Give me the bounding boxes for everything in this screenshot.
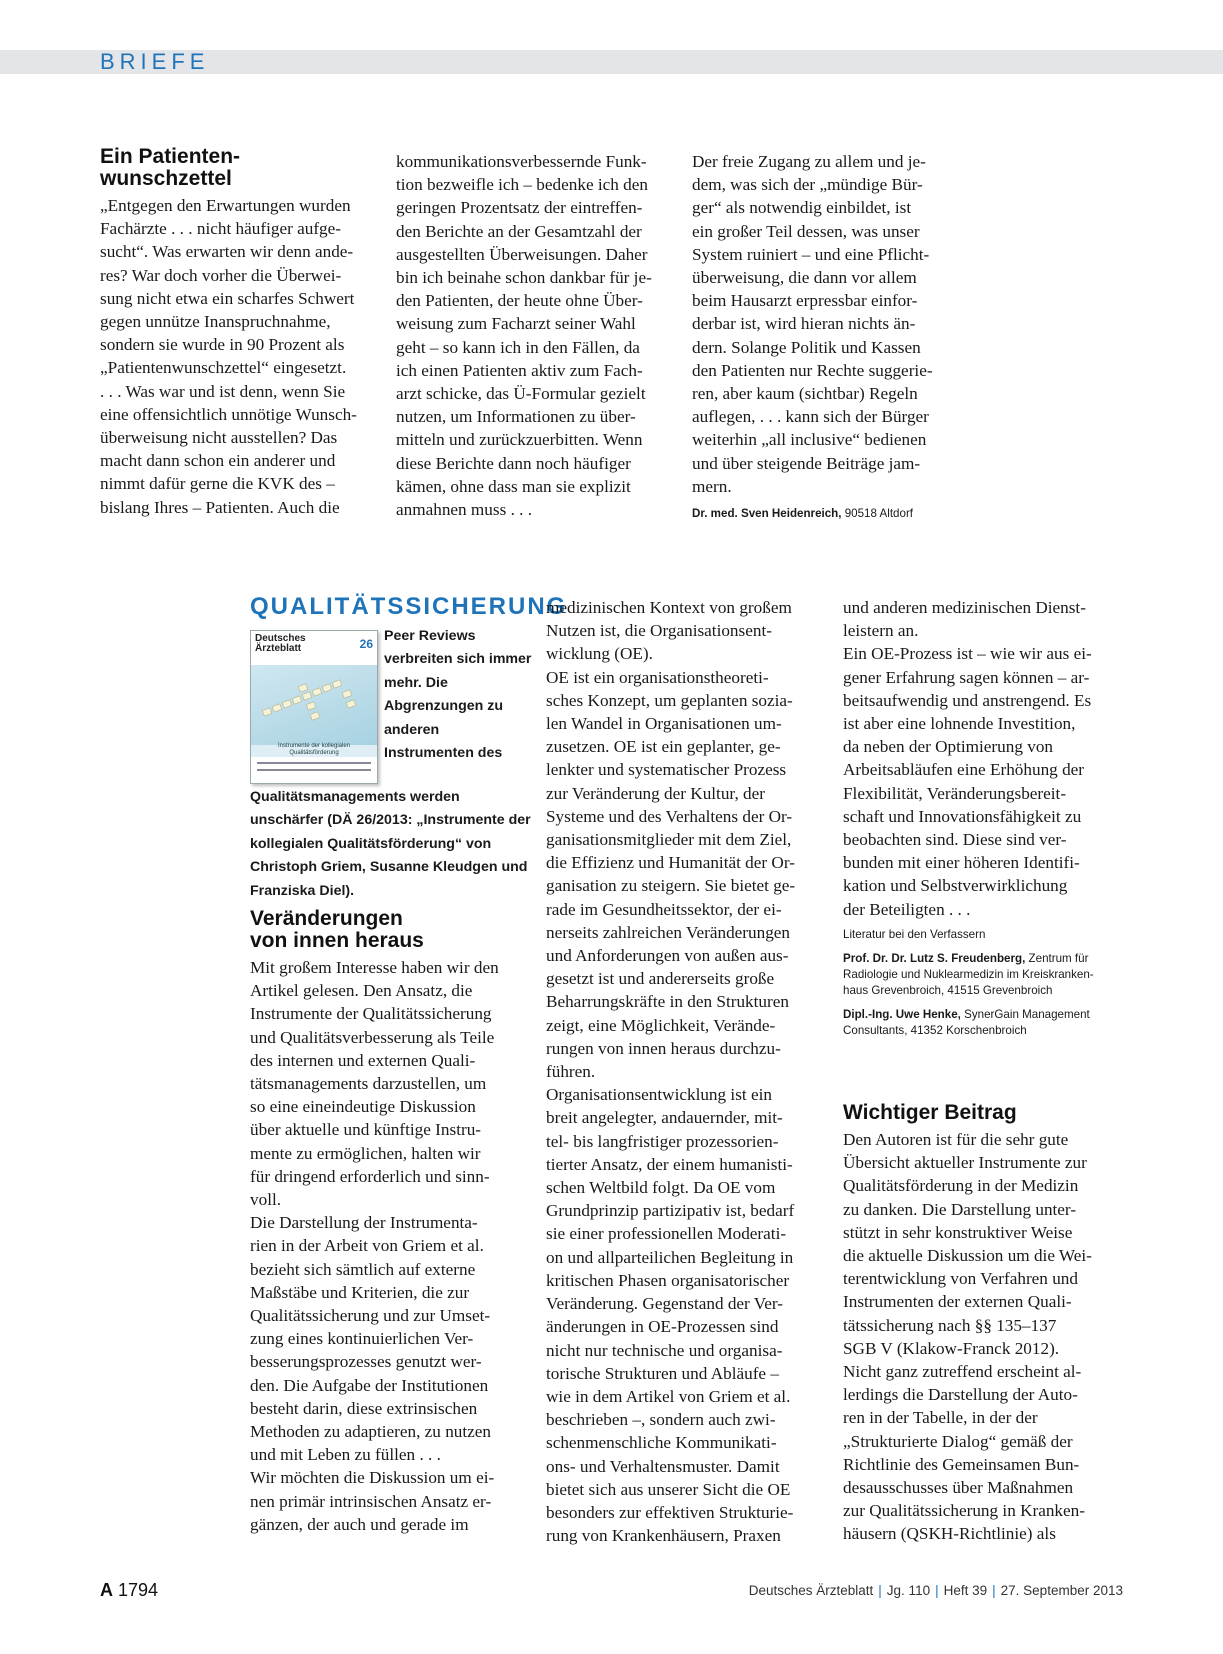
qs-title: QUALITÄTSSICHERUNG: [250, 593, 568, 620]
footer-date: 27. September 2013: [1000, 1583, 1123, 1598]
footer-separator: |: [878, 1583, 882, 1598]
letter1-text-3: Der freie Zugang zu allem und je- dem, was sich der „mündige Bür- ger“ als notwendig einbildet, ist ein großer Teil dessen, was unser System ruiniert – und eine Pflicht- überweisung, die dann vor allem beim Hausarzt erpressbar einfor- derbar ist, wird hieran nichts än- dern. Solange Politik und Kassen den Patienten nur Rechte suggerie- ren, aber kaum (sichtbar) Regeln auflegen, . . . kann sich der Bürger weiterhin „all inclusive“ bedienen und über steigende Beiträge jam- mern.: [692, 152, 933, 496]
letter1-column-2: [396, 150, 676, 521]
literature-note: Literatur bei den Verfassern: [843, 927, 986, 941]
letter3-heading: Wichtiger Beitrag: [843, 1101, 1017, 1124]
letter1-text-2: kommunikationsverbessernde Funk- tion bezweifle ich – bedenke ich den geringen Prozentsatz der eintreffen- den Berichte an der Gesamtzahl der ausgestellten Überweisungen. Daher bin ich beinahe schon dankbar für je- den Patienten, der heute ohne Über- weisung zum Facharzt seiner Wahl geht – so kann ich in den Fällen, da ich einen Patienten aktiv zum Fach- arzt schicke, das Ü-Formular gezielt nutzen, um Informationen zu über- mitteln und zurückzuerbitten. Wenn diese Berichte dann noch häufiger kämen, ohne dass man sie explizit anmahnen muss . . .: [396, 152, 652, 520]
letter1-column-1: [100, 146, 380, 519]
section-label: BRIEFE: [100, 49, 210, 74]
footer-journal: Deutsches Ärzteblatt: [748, 1583, 874, 1598]
letter1-signature-place: 90518 Altdorf: [841, 507, 914, 521]
footer-separator: |: [992, 1583, 996, 1598]
letter3-column: [843, 1102, 1133, 1546]
page-number-value: 1794: [118, 1580, 159, 1600]
letter2-text-2: medizinischen Kontext von großem Nutzen ist, die Organisationsent- wicklung (OE). OE ist ein organisationstheoreti- sches Konzept, um geplanten sozia- len Wandel in Organisationen um- zusetzen. OE ist ein geplanter, ge- lenkter und systematischer Prozess zur Veränderung der Kultur, der Systeme und des Verhaltens der Or- ganisationsmitglieder mit dem Ziel, die Effizienz und Humanität der Or- ganisation zu steigern. Sie bietet ge- rade im Gesundheitssektor, der ei- nerseits zahlreichen Veränderungen und Anforderungen von außen aus- gesetzt ist und andererseits große Beharrungskräfte in den Strukturen zeigt, eine Möglichkeit, Verände- rungen von innen heraus durchzu- führen. Organisationsentwicklung ist ein breit angelegter, andauernder, mit- tel- bis langfristiger prozessorien- tierter Ansatz, der einem humanisti- schen Weltbild folgt. Da OE vom Grundprinzip partizipativ ist, bedarf sie einer professionellen Moderati- on und allparteilichen Begleitung in kritischen Phasen organisatorischer Veränderung. Gegenstand der Ver- änderungen in OE-Prozessen sind nicht nur technische und organisa- torische Strukturen und Abläufe – wie in dem Artikel von Griem et al. beschrieben –, sondern auch zwi- schenmenschliche Kommunikati- ons- und Verhaltensmuster. Damit bietet sich aus unserer Sicht die OE besonders zur effektiven Strukturie- rung von Krankenhäusern, Praxen: [546, 598, 796, 1546]
letter2-column-2: [546, 596, 828, 1547]
cover-subtitle: Instrumente der kollegialen Qualitätsförderung: [277, 743, 351, 756]
letter2-text-1: Mit großem Interesse haben wir den Artikel gelesen. Den Ansatz, die Instrumente der Qualitätssicherung und Qualitätsverbesserung als Teile des internen und externen Quali- tätsmanagements darzustellen, um so eine eineindeutige Diskussion über aktuelle und künftige Instru- mente zu ermöglichen, halten wir für dringend erforderlich und sinn- voll. Die Darstellung der Instrumenta- rien in der Arbeit von Griem et al. bezieht sich sämtlich auf externe Maßstäbe und Kriterien, die zur Qualitätssicherung und zur Umset- zung eines kontinuierlichen Ver- besserungsprozesses genutzt wer- den. Die Aufgabe der Institutionen besteht darin, diese extrinsischen Methoden zu adaptieren, zu nutzen und mit Leben zu füllen . . . Wir möchten die Diskussion um ei- nen primär intrinsischen Ansatz er- gänzen, der auch und gerade im: [250, 958, 499, 1534]
letter1-heading: Ein Patienten- wunschzettel: [100, 145, 241, 190]
cover-title: Deutsches Ärzteblatt: [255, 633, 306, 654]
footer-separator: |: [935, 1583, 939, 1598]
footer-volume: Jg. 110: [886, 1583, 931, 1598]
journal-footer: [749, 1583, 1123, 1598]
letter2-column-1: [250, 908, 532, 1536]
letter2-signature-2-affiliation: SynerGain Management Consultants, 41352 Korschenbroich: [843, 1007, 1090, 1037]
letter1-signature: [692, 506, 982, 522]
qs-intro: [250, 625, 532, 903]
letter2-signature-1: [843, 951, 1133, 999]
page-number: [100, 1580, 158, 1601]
letter2-signature-1-name: Prof. Dr. Dr. Lutz S. Freudenberg,: [843, 951, 1026, 965]
letter2-signature-1-affiliation: Zentrum für Radiologie und Nuklearmedizin im Kreiskranken- haus Grevenbroich, 41515 Grevenbroich: [843, 951, 1094, 997]
footer-issue: Heft 39: [943, 1583, 988, 1598]
letter2-signature-2: [843, 1007, 1133, 1039]
letter2-column-3: [843, 596, 1133, 1039]
letter2-heading: Veränderungen von innen heraus: [250, 907, 424, 952]
qs-intro-text: Peer Reviews verbreiten sich immer mehr. Die Abgrenzungen zu anderen Instrumenten des Qualitätsmanagements werden unschärfer (DÄ 26/2013: „Instrumente der kollegialen Qualitätsförderung“ von Christoph Griem, Susanne Kleudgen und Franziska Diel).: [250, 628, 532, 899]
letter3-text: Den Autoren ist für die sehr gute Übersicht aktueller Instrumente zur Qualitätsförderung in der Medizin zu danken. Die Darstellung unter- stützt in sehr konstruktiver Weise die aktuelle Diskussion um die Wei- terentwicklung von Verfahren und Instrumenten der externen Quali- tätssicherung nach §§ 135–137 SGB V (Klakow-Franck 2012). Nicht ganz zutreffend erscheint al- lerdings die Darstellung der Auto- ren in der Tabelle, in der der „Strukturierte Dialog“ gemäß der Richtlinie des Gemeinsamen Bun- desausschusses über Maßnahmen zur Qualitätssicherung in Kranken- häusern (QSKH-Richtlinie) als: [843, 1130, 1092, 1544]
letter2-signature-2-name: Dipl.-Ing. Uwe Henke,: [843, 1007, 961, 1021]
letter2-text-3: und anderen medizinischen Dienst- leistern an. Ein OE-Prozess ist – wie wir aus ei- gener Erfahrung sagen können – ar- beitsaufwendig und anstrengend. Es ist aber eine lohnende Investition, da neben der Optimierung von Arbeitsabläufen eine Erhöhung der Flexibilität, Veränderungsbereit- schaft und Innovationsfähigkeit zu beobachten sind. Diese sind ver- bunden mit einer höheren Identifi- kation und Selbstverwirklichung der Beteiligten . . .: [843, 598, 1092, 919]
page-prefix: A: [100, 1580, 113, 1600]
cover-issue: 26: [359, 637, 373, 651]
letter1-signature-name: Dr. med. Sven Heidenreich,: [692, 507, 842, 521]
letter1-column-3: [692, 150, 982, 522]
letter1-text-1: „Entgegen den Erwartungen wurden Fachärzte . . . nicht häufiger aufge- sucht“. Was erwarten wir denn ande- res? War doch vorher die Überwei- sung nicht etwa ein scharfes Schwert gegen unnütze Inanspruchnahme, sondern sie wurde in 90 Prozent als „Patientenwunschzettel“ eingesetzt. . . . Was war und ist denn, wenn Sie eine offensichtlich unnötige Wunsch- überweisung nicht ausstellen? Das macht dann schon ein anderer und nimmt dafür gerne die KVK des – bislang Ihres – Patienten. Auch die: [100, 196, 357, 517]
